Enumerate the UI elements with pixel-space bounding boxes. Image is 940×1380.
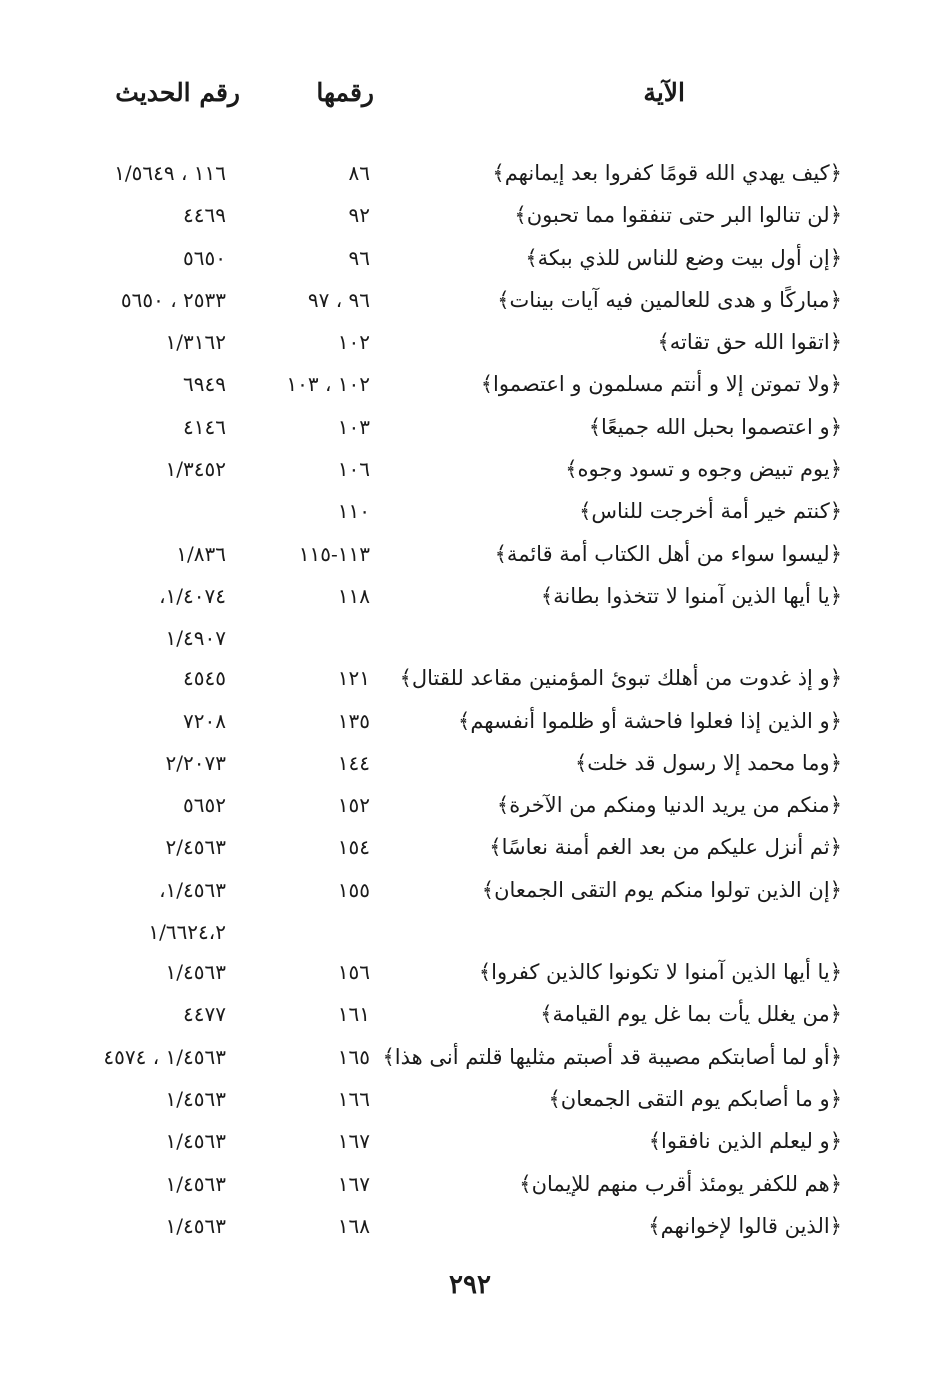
table-row xyxy=(0,1168,940,1210)
hadith-number: ١/٤٥٦٣ ، ٤٥٧٤ xyxy=(103,1044,226,1069)
table-row xyxy=(0,831,940,873)
table-row xyxy=(0,916,940,956)
ayah-text: ﴿و ما أصابكم يوم التقى الجمعان﴾ xyxy=(548,1086,842,1111)
hadith-number: ٤٥٤٥ xyxy=(183,666,226,691)
hadith-number: ١١٦ ، ١/٥٦٤٩ xyxy=(114,161,226,185)
table-row xyxy=(0,411,940,453)
hadith-number: ٧٢٠٨ xyxy=(183,708,226,733)
ayah-number: ١٥٦ xyxy=(337,960,370,985)
ayah-number: ١١٠ xyxy=(337,499,370,524)
ayah-text: ﴿أو لما أصابتكم مصيبة قد أصبتم مثليها قلتم أنى هذا﴾ xyxy=(382,1044,842,1069)
ayah-text: ﴿ثم أنزل عليكم من بعد الغم أمنة نعاسًا﴾ xyxy=(489,835,842,860)
table-row xyxy=(0,998,940,1040)
ayah-number: ٩٢ xyxy=(348,203,370,228)
table-row xyxy=(0,326,940,368)
hadith-number: ١/٤٥٦٣، xyxy=(159,877,226,902)
ayah-text: ﴿و اعتصموا بحبل الله جميعًا﴾ xyxy=(588,414,842,439)
table-row xyxy=(0,874,940,916)
hadith-number: ٤١٤٦ xyxy=(183,414,226,439)
ayah-number: ٩٦ ، ٩٧ xyxy=(307,287,370,312)
ayah-number: ١٠٦ xyxy=(337,457,370,482)
table-row xyxy=(0,495,940,537)
hadith-number: ٢٥٣٣ ، ٥٦٥٠ xyxy=(120,287,226,312)
ayah-text: ﴿مباركًا و هدى للعالمين فيه آيات بينات﴾ xyxy=(497,287,842,312)
ayah-text: ﴿إن الذين تولوا منكم يوم التقى الجمعان﴾ xyxy=(481,877,842,902)
header-ayah: الآية xyxy=(643,78,685,107)
table-row xyxy=(0,747,940,789)
ayah-number: ١٠٢ xyxy=(337,330,370,355)
ayah-text: ﴿هم للكفر يومئذ أقرب منهم للإيمان﴾ xyxy=(519,1171,842,1196)
hadith-number: ١/٣١٦٢ xyxy=(165,330,226,355)
table-row xyxy=(0,453,940,495)
table-row xyxy=(0,199,940,241)
ayah-number: ١٦٧ xyxy=(337,1171,370,1196)
table-row xyxy=(0,705,940,747)
index-table xyxy=(0,157,940,1252)
hadith-number: ٥٦٥٠ xyxy=(183,245,226,270)
ayah-text: ﴿لن تنالوا البر حتى تنفقوا مما تحبون﴾ xyxy=(514,203,842,228)
ayah-text: ﴿اتقوا الله حق تقاته﴾ xyxy=(657,330,842,355)
header-hadith-number: رقم الحديث xyxy=(115,78,240,107)
ayah-text: ﴿ليسوا سواء من أهل الكتاب أمة قائمة﴾ xyxy=(494,541,842,566)
hadith-number: ١/٤٥٦٣ xyxy=(165,1171,226,1196)
table-row xyxy=(0,789,940,831)
ayah-text: ﴿الذين قالوا لإخوانهم﴾ xyxy=(648,1213,842,1238)
ayah-number: ١٦٥ xyxy=(337,1044,370,1069)
ayah-text: ﴿كيف يهدي الله قومًا كفروا بعد إيمانهم﴾ xyxy=(492,161,842,185)
hadith-number: ١/٤٥٦٣ xyxy=(165,960,226,985)
hadith-number: ١/٦٦٢٤،٢ xyxy=(148,920,226,945)
ayah-number: ١٦٦ xyxy=(337,1086,370,1111)
ayah-number: ١٠٢ ، ١٠٣ xyxy=(286,372,370,397)
ayah-text: ﴿منكم من يريد الدنيا ومنكم من الآخرة﴾ xyxy=(496,793,842,818)
ayah-text: ﴿و الذين إذا فعلوا فاحشة أو ظلموا أنفسهم﴾ xyxy=(458,708,842,733)
ayah-number: ١٥٢ xyxy=(337,793,370,818)
hadith-number: ٤٤٧٧ xyxy=(183,1002,226,1027)
ayah-number: ١٣٥ xyxy=(337,708,370,733)
table-row xyxy=(0,284,940,326)
table-row xyxy=(0,1125,940,1167)
hadith-number: ٢/٤٥٦٣ xyxy=(165,835,226,860)
ayah-text: ﴿يا أيها الذين آمنوا لا تكونوا كالذين كفروا﴾ xyxy=(478,960,842,985)
hadith-number: ١/٤٥٦٣ xyxy=(165,1086,226,1111)
ayah-number: ١١٣-١١٥ xyxy=(298,541,370,566)
ayah-text: ﴿وما محمد إلا رسول قد خلت﴾ xyxy=(574,750,842,775)
hadith-number: ١/٣٤٥٢ xyxy=(165,457,226,482)
hadith-number: ١/٨٣٦ xyxy=(176,541,226,566)
hadith-number: ٥٦٥٢ xyxy=(183,793,226,818)
ayah-number: ١٢١ xyxy=(337,666,370,691)
ayah-text: ﴿يا أيها الذين آمنوا لا تتخذوا بطانة﴾ xyxy=(540,583,842,608)
hadith-number: ٤٤٦٩ xyxy=(183,203,226,228)
ayah-text: ﴿و إذ غدوت من أهلك تبوئ المؤمنين مقاعد للقتال﴾ xyxy=(399,666,842,691)
hadith-number: ١/٤٩٠٧ xyxy=(165,626,226,651)
table-row xyxy=(0,580,940,622)
ayah-number: ١٥٥ xyxy=(337,877,370,902)
ayah-number: ١٤٤ xyxy=(337,750,370,775)
table-row xyxy=(0,1083,940,1125)
table-row xyxy=(0,1041,940,1083)
hadith-number: ١/٤٥٦٣ xyxy=(165,1213,226,1238)
ayah-number: ١٠٣ xyxy=(337,414,370,439)
ayah-number: ١١٨ xyxy=(337,583,370,608)
table-row xyxy=(0,368,940,410)
ayah-number: ٩٦ xyxy=(348,245,370,270)
table-row xyxy=(0,956,940,998)
ayah-text: ﴿كنتم خير أمة أخرجت للناس﴾ xyxy=(579,499,842,524)
ayah-number: ٨٦ xyxy=(348,161,370,185)
ayah-text: ﴿و ليعلم الذين نافقوا﴾ xyxy=(648,1129,842,1154)
table-row xyxy=(0,157,940,199)
ayah-text: ﴿يوم تبيض وجوه و تسود وجوه﴾ xyxy=(565,457,842,482)
table-row xyxy=(0,538,940,580)
hadith-number: ١/٤٠٧٤، xyxy=(159,583,226,608)
ayah-text: ﴿إن أول بيت وضع للناس للذي ببكة﴾ xyxy=(525,245,842,270)
table-row xyxy=(0,1210,940,1252)
page-number: ٢٩٢ xyxy=(449,1270,491,1300)
hadith-number: ٢/٢٠٧٣ xyxy=(165,750,226,775)
ayah-text: ﴿ولا تموتن إلا و أنتم مسلمون و اعتصموا﴾ xyxy=(480,372,842,397)
ayah-number: ١٦١ xyxy=(337,1002,370,1027)
hadith-number: ١/٤٥٦٣ xyxy=(165,1129,226,1154)
table-row xyxy=(0,242,940,284)
header-ayah-number: رقمها xyxy=(316,78,374,107)
ayah-number: ١٥٤ xyxy=(337,835,370,860)
ayah-number: ١٦٧ xyxy=(337,1129,370,1154)
ayah-text: ﴿من يغلل يأت بما غل يوم القيامة﴾ xyxy=(540,1002,842,1027)
hadith-number: ٦٩٤٩ xyxy=(183,372,226,397)
table-row xyxy=(0,662,940,704)
table-row xyxy=(0,622,940,662)
ayah-number: ١٦٨ xyxy=(337,1213,370,1238)
